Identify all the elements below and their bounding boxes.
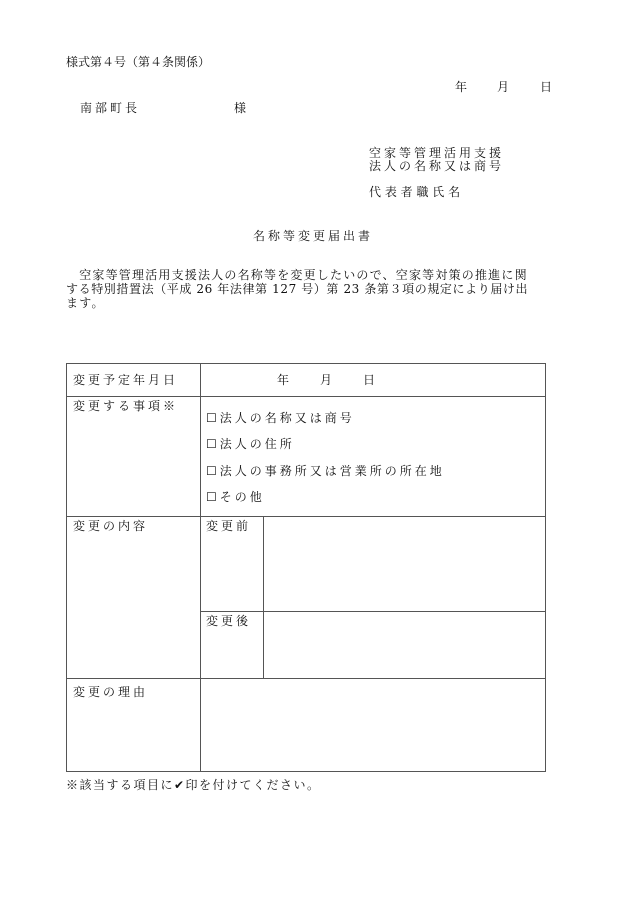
item-option[interactable]: ☐その他 — [206, 490, 265, 504]
item-option[interactable]: ☐法人の事務所又は営業所の所在地 — [206, 464, 445, 478]
change-form-table — [66, 363, 546, 772]
scheduled-date-label: 変更予定年月日 — [73, 373, 179, 387]
checkbox-icon[interactable]: ☐ — [206, 437, 220, 451]
applicant-line2: 法人の名称又は商号 — [369, 159, 505, 173]
footnote: ※該当する項目に✔印を付けてください。 — [66, 778, 321, 792]
addressee-honorific: 様 — [234, 101, 247, 115]
scheduled-month[interactable]: 月 — [320, 373, 333, 387]
item-option[interactable]: ☐法人の名称又は商号 — [206, 411, 355, 425]
document-title: 名称等変更届出書 — [253, 229, 374, 243]
before-label: 変更前 — [206, 519, 252, 533]
checkbox-icon[interactable]: ☐ — [206, 464, 220, 478]
scheduled-day[interactable]: 日 — [363, 373, 376, 387]
scheduled-year[interactable]: 年 — [277, 373, 290, 387]
reason-field[interactable] — [202, 679, 545, 771]
form-number: 様式第４号（第４条関係） — [66, 55, 211, 69]
items-label: 変更する事項※ — [73, 399, 179, 413]
item-option[interactable]: ☐法人の住所 — [206, 437, 295, 451]
applicant-line1: 空家等管理活用支援 — [369, 146, 505, 160]
reason-label: 変更の理由 — [73, 685, 149, 699]
content-label: 変更の内容 — [73, 519, 149, 533]
addressee-name: 南部町長 — [80, 101, 141, 115]
date-day-label: 日 — [540, 80, 553, 94]
date-year-label: 年 — [455, 80, 468, 94]
body-line-3: ます。 — [66, 296, 105, 310]
after-field[interactable] — [265, 612, 545, 677]
before-field[interactable] — [265, 517, 545, 610]
body-line-2: する特別措置法（平成 26 年法律第 127 号）第 23 条第３項の規定により届け出 — [66, 282, 529, 296]
subcolumn-divider — [263, 516, 264, 678]
body-line-1: 空家等管理活用支援法人の名称等を変更したいので、空家等対策の推進に関 — [66, 268, 528, 282]
row-divider — [67, 396, 545, 397]
checkbox-icon[interactable]: ☐ — [206, 490, 220, 504]
column-divider — [200, 364, 201, 771]
date-month-label: 月 — [497, 80, 510, 94]
after-label: 変更後 — [206, 614, 252, 628]
checkbox-icon[interactable]: ☐ — [206, 411, 220, 425]
representative-label: 代 表 者 職 氏 名 — [369, 185, 461, 199]
